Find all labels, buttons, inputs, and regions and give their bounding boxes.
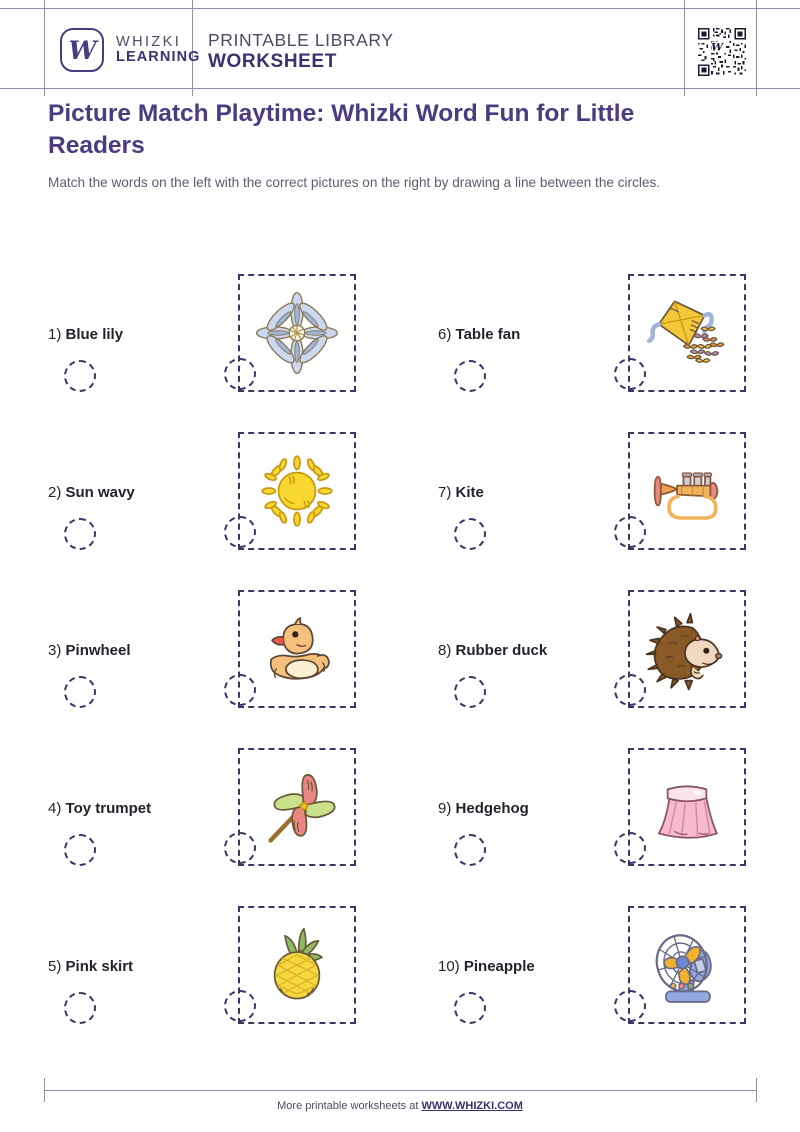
match-row — [390, 428, 790, 586]
match-dot-word[interactable] — [64, 992, 96, 1024]
item-word: Pinwheel — [65, 642, 131, 659]
guide-line-footer — [44, 1090, 756, 1091]
word-label — [48, 800, 151, 817]
item-number: 10) — [438, 958, 460, 975]
footer-url[interactable]: WWW.WHIZKI.COM — [421, 1100, 523, 1112]
item-word: Pineapple — [463, 958, 535, 975]
match-row — [0, 586, 400, 744]
item-number: 4) — [48, 800, 62, 817]
match-row — [0, 428, 400, 586]
table-fan-icon — [643, 921, 731, 1009]
brand-name-line2: LEARNING — [116, 49, 201, 65]
item-word: Kite — [455, 484, 484, 501]
item-word: Toy trumpet — [65, 800, 152, 817]
sun-icon — [253, 447, 341, 535]
header-doc-type: WORKSHEET — [208, 50, 337, 72]
blue-lily-flower-icon — [254, 290, 340, 376]
word-label — [48, 958, 133, 975]
word-label — [438, 642, 547, 659]
item-word: Blue lily — [65, 326, 124, 343]
item-number: 5) — [48, 958, 62, 975]
page-title: Picture Match Playtime: Whizki Word Fun for Little Readers — [48, 100, 635, 160]
whizki-logo-icon — [60, 28, 104, 72]
picture-box[interactable] — [238, 748, 356, 866]
match-dot-word[interactable] — [454, 676, 486, 708]
picture-box[interactable] — [238, 432, 356, 550]
brand-wordmark — [116, 35, 201, 65]
item-number: 2) — [48, 484, 62, 501]
footer — [0, 1100, 800, 1112]
qr-code-icon — [698, 28, 746, 76]
word-label — [48, 484, 135, 501]
rubber-duck-icon — [254, 606, 340, 692]
match-dot-word[interactable] — [454, 834, 486, 866]
item-number: 3) — [48, 642, 62, 659]
match-row — [390, 744, 790, 902]
match-row — [390, 586, 790, 744]
brand-logo — [60, 28, 201, 72]
item-word: Rubber duck — [455, 642, 548, 659]
brand-name-line1: WHIZKI — [116, 33, 182, 50]
pineapple-icon — [254, 922, 340, 1008]
word-label — [48, 642, 131, 659]
match-dot-word[interactable] — [64, 518, 96, 550]
match-dot-word[interactable] — [454, 518, 486, 550]
picture-box[interactable] — [628, 748, 746, 866]
match-dot-word[interactable] — [454, 992, 486, 1024]
match-row — [0, 270, 400, 428]
footer-prefix: More printable worksheets at — [277, 1100, 422, 1112]
item-word: Sun wavy — [65, 484, 135, 501]
picture-box[interactable] — [628, 274, 746, 392]
match-dot-word[interactable] — [64, 676, 96, 708]
picture-box[interactable] — [628, 590, 746, 708]
header-kicker: PRINTABLE LIBRARY — [208, 30, 394, 50]
picture-box[interactable] — [238, 274, 356, 392]
item-number: 9) — [438, 800, 452, 817]
kite-icon — [643, 289, 731, 377]
svg-text:W: W — [711, 41, 723, 54]
hedgehog-icon — [643, 605, 731, 693]
match-row — [390, 902, 790, 1060]
word-label — [438, 484, 484, 501]
guide-line-footer-left-tick — [44, 1078, 45, 1102]
guide-line-footer-right-tick — [756, 1078, 757, 1102]
item-word: Table fan — [455, 326, 521, 343]
item-number: 1) — [48, 326, 62, 343]
match-row — [390, 270, 790, 428]
picture-box[interactable] — [238, 906, 356, 1024]
pinwheel-icon — [253, 763, 341, 851]
item-number: 8) — [438, 642, 452, 659]
header-titles — [208, 30, 394, 73]
page-header — [0, 0, 800, 96]
word-label — [438, 958, 535, 975]
pink-skirt-icon — [643, 763, 731, 851]
picture-box[interactable] — [628, 432, 746, 550]
word-label — [438, 800, 529, 817]
picture-box[interactable] — [238, 590, 356, 708]
word-label — [438, 326, 520, 343]
match-row — [0, 902, 400, 1060]
match-dot-word[interactable] — [64, 834, 96, 866]
item-number: 7) — [438, 484, 452, 501]
item-word: Pink skirt — [65, 958, 134, 975]
toy-trumpet-icon — [642, 446, 732, 536]
picture-box[interactable] — [628, 906, 746, 1024]
item-number: 6) — [438, 326, 452, 343]
instructions-text: Match the words on the left with the correct pictures on the right by drawing a line between the circles. — [48, 175, 661, 190]
match-dot-word[interactable] — [64, 360, 96, 392]
word-label — [48, 326, 123, 343]
item-word: Hedgehog — [455, 800, 529, 817]
match-row — [0, 744, 400, 902]
logo-initial: W — [68, 35, 96, 65]
match-dot-word[interactable] — [454, 360, 486, 392]
